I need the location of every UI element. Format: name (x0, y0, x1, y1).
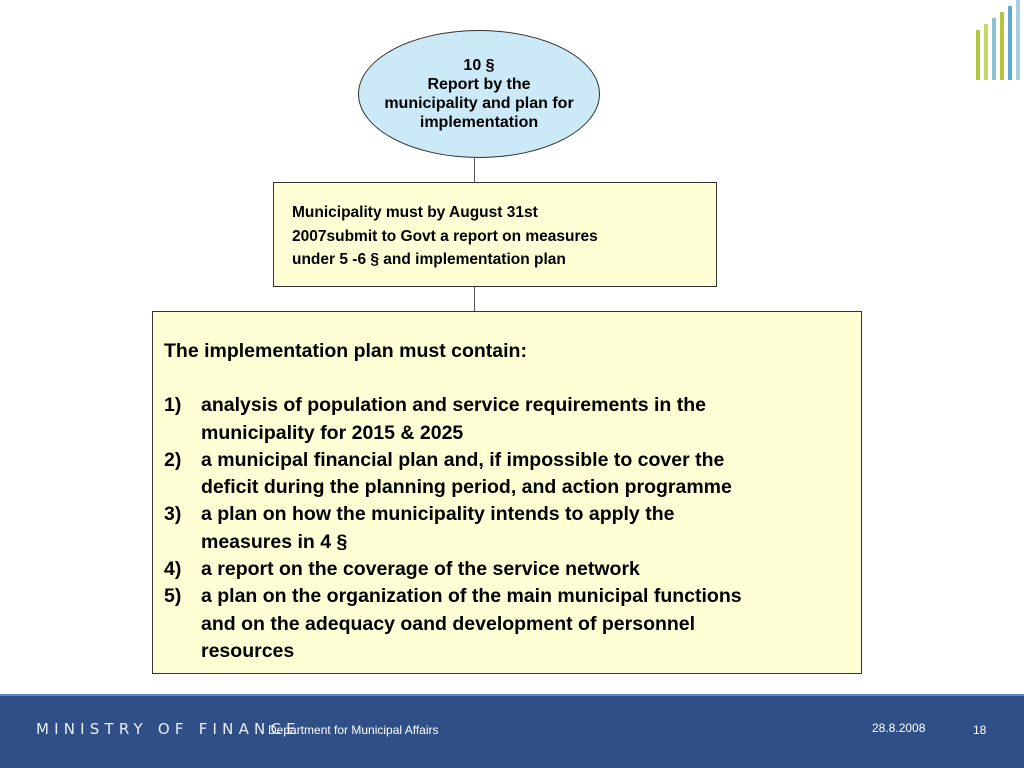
list-item (164, 556, 851, 583)
section-ellipse (358, 30, 600, 158)
deadline-text-line: 2007submit to Govt a report on measures (292, 227, 598, 245)
list-text-line: a municipal financial plan and, if impossible to cover the (201, 448, 725, 471)
list-text-line: a plan on how the municipality intends to apply the (201, 503, 675, 526)
deadline-box (273, 182, 717, 287)
slide-date: 28.8.2008 (872, 721, 926, 735)
deadline-text-line: under 5 -6 § and implementation plan (292, 251, 566, 268)
logo-bar (1000, 12, 1004, 80)
section-number: 10 § (463, 57, 495, 74)
section-title-line: implementation (419, 114, 539, 131)
section-title-line: Report by the (427, 76, 531, 93)
list-item (164, 501, 851, 556)
section-title-line: municipality and plan for (384, 95, 574, 112)
list-text-line: resources (201, 639, 295, 662)
connector-line (474, 287, 475, 311)
plan-contents-box (152, 311, 862, 674)
list-number: 5) (164, 585, 182, 608)
list-item (164, 583, 851, 665)
plan-intro: The implementation plan must contain: (164, 340, 527, 362)
list-item (164, 392, 851, 447)
deadline-text-line: Municipality must by August 31st (292, 204, 538, 221)
page-number: 18 (973, 723, 987, 737)
logo-bar (984, 24, 988, 80)
logo-bar (1016, 0, 1020, 80)
connector-line (474, 158, 475, 182)
list-item (164, 447, 851, 502)
ministry-logo-text: MINISTRY OF FINANCE (36, 720, 301, 738)
list-text-line: analysis of population and service requirements in the (201, 394, 706, 417)
list-text-line: deficit during the planning period, and action programme (201, 476, 732, 499)
list-text-line: a report on the coverage of the service network (201, 558, 640, 581)
list-number: 3) (164, 503, 182, 526)
footer-bar (0, 694, 1024, 768)
list-text-line: and on the adequacy oand development of personnel (201, 612, 696, 635)
logo-bar (992, 18, 996, 80)
list-number: 2) (164, 448, 182, 471)
logo-bar (1008, 6, 1012, 80)
list-number: 4) (164, 558, 182, 581)
list-text-line: a plan on the organization of the main municipal functions (201, 585, 742, 608)
list-text-line: municipality for 2015 & 2025 (201, 421, 464, 444)
list-text-line: measures in 4 § (201, 530, 348, 553)
logo-bar (976, 30, 980, 80)
department-name: Department for Municipal Affairs (268, 723, 439, 737)
list-number: 1) (164, 394, 182, 417)
